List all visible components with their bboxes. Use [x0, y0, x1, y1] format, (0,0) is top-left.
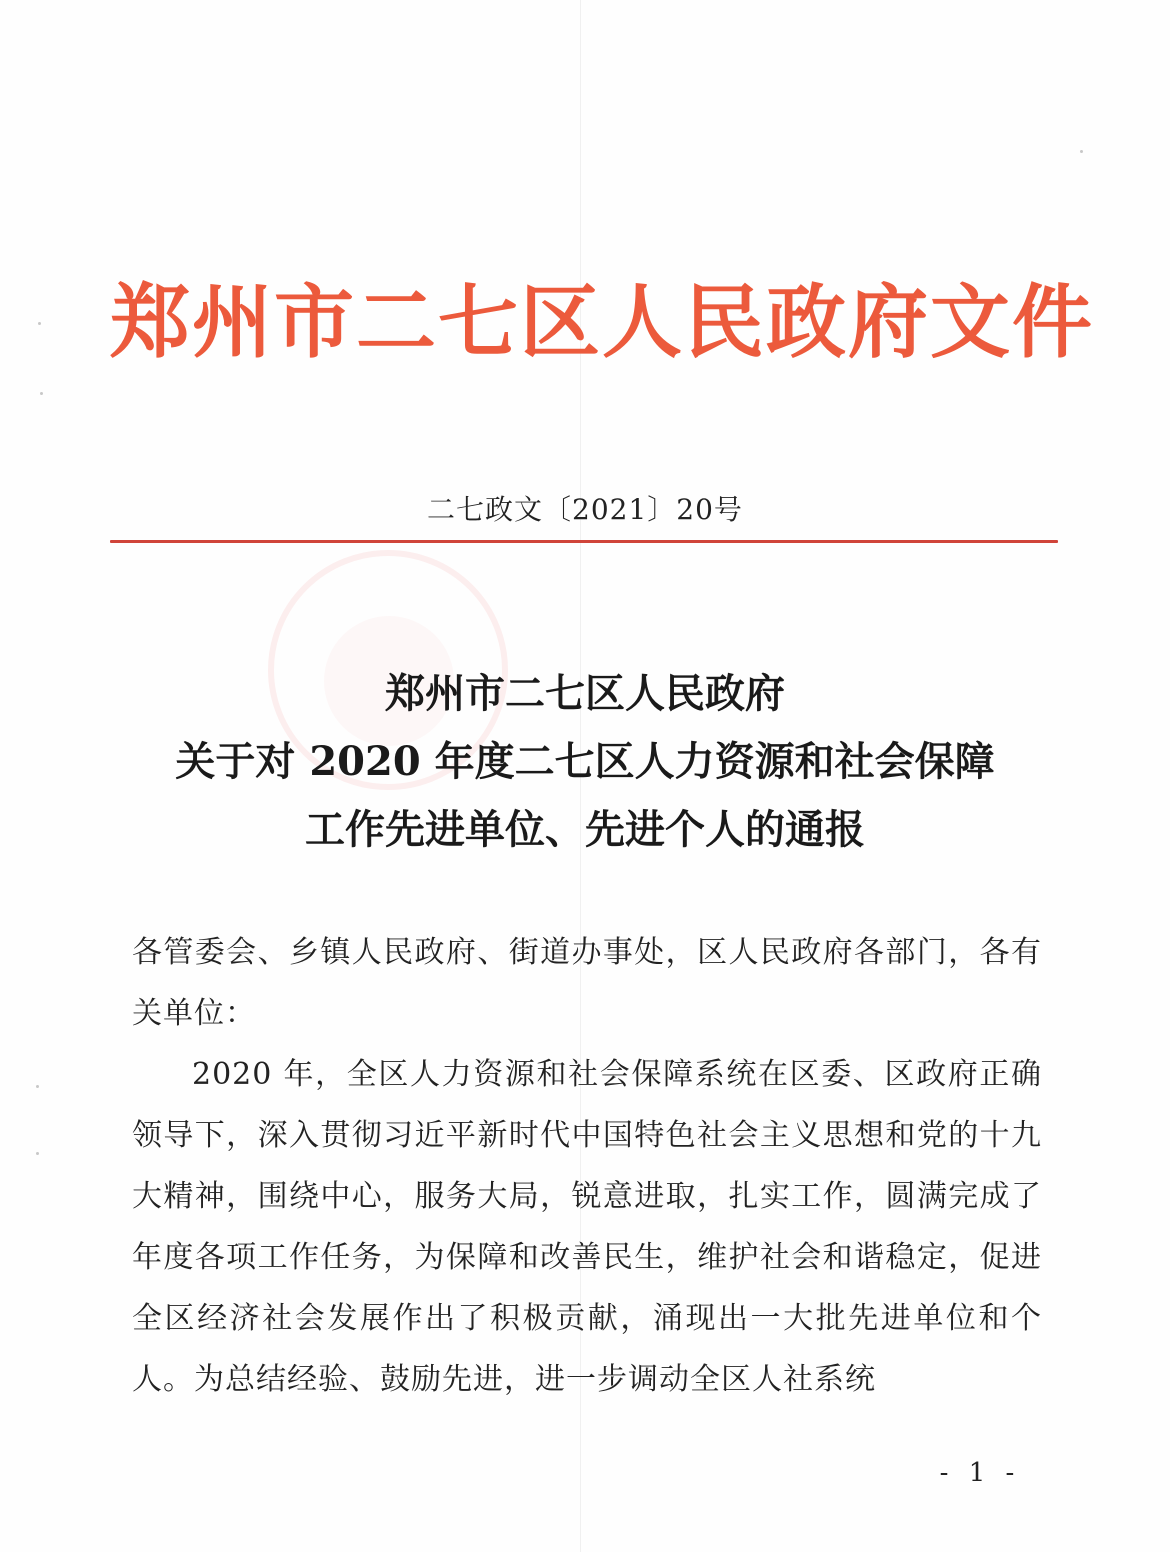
red-separator-rule: [110, 540, 1058, 543]
document-title: [100, 660, 1070, 864]
title-line-2: 关于对 2020 年度二七区人力资源和社会保障: [175, 738, 995, 785]
salutation: 各管委会、乡镇人民政府、街道办事处，区人民政府各部门，各有关单位：: [132, 935, 1042, 1031]
page-number: - 1 -: [939, 1458, 1021, 1488]
body-paragraph: 2020 年，全区人力资源和社会保障系统在区委、区政府正确领导下，深入贯彻习近平新时代中国特色社会主义思想和党的十九大精神，围绕中心，服务大局，锐意进取，扎实工作，圆满完成了年度各项工作任务，为保障和改善民生，维护社会和谐稳定，促进全区经济社会发展作出了积极贡献，涌现出一大批先进单位和个人。为总结经验、鼓励先进，进一步调动全区人社系统: [132, 1057, 1042, 1397]
document-masthead: 郑州市二七区人民政府文件: [110, 275, 1094, 369]
document-number: 二七政文〔2021〕20号: [427, 493, 743, 526]
title-line-1: 郑州市二七区人民政府: [385, 670, 785, 717]
document-body: [132, 922, 1042, 1410]
title-line-3: 工作先进单位、先进个人的通报: [305, 806, 865, 853]
